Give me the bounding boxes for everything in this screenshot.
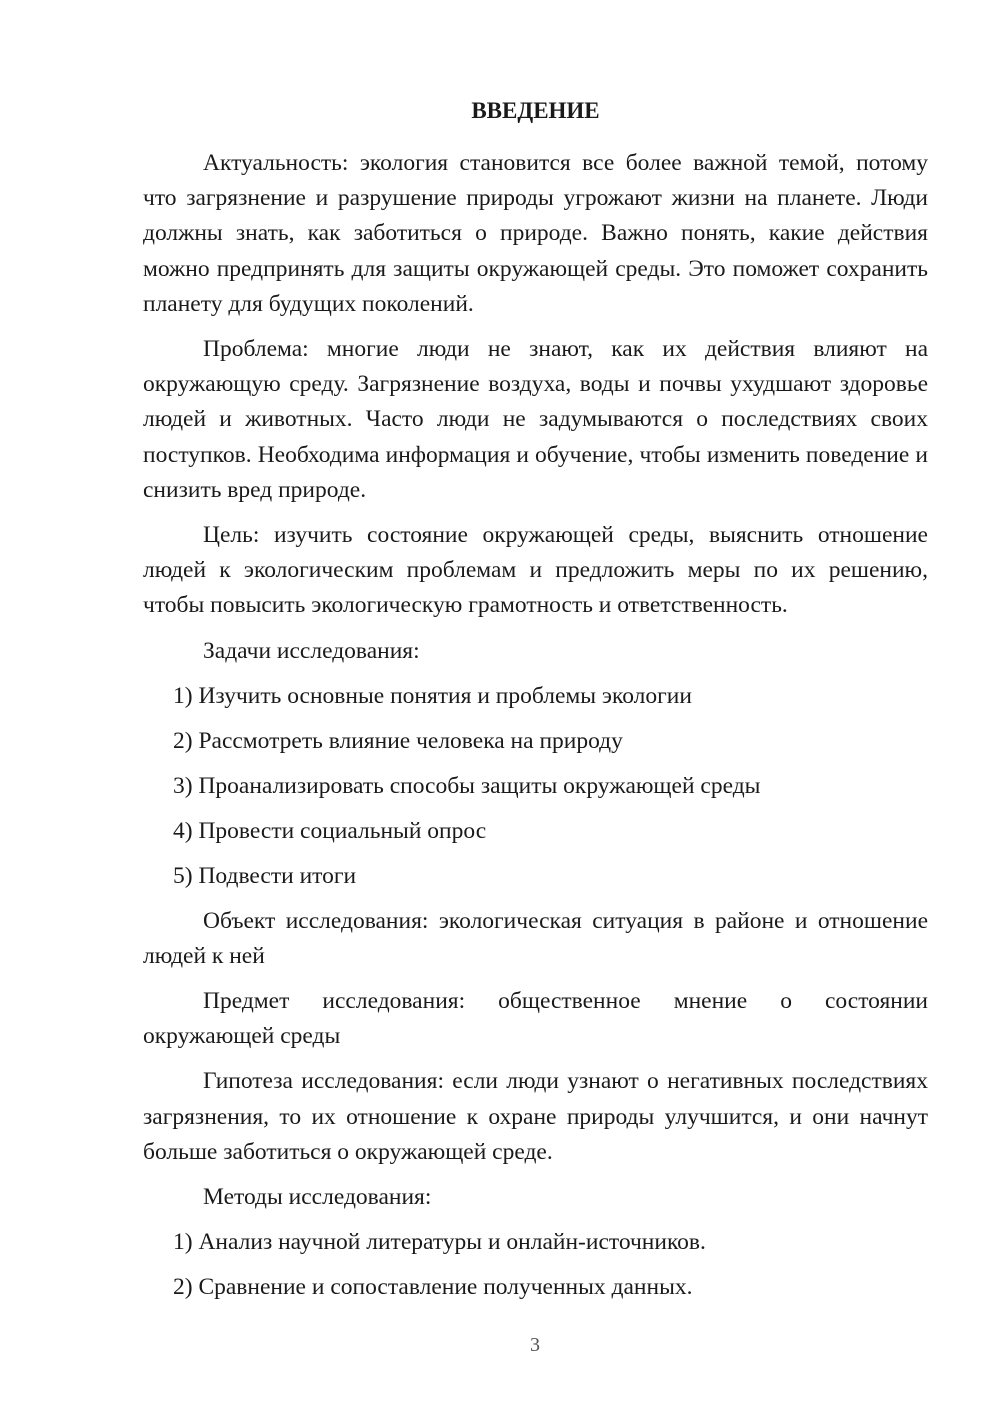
tasks-list [143,679,928,894]
section-title: ВВЕДЕНИЕ [471,98,600,123]
document-page [143,96,928,1315]
list-item: 2) Сравнение и сопоставление полученных данных. [173,1274,693,1301]
hypothesis-paragraph: Гипотеза исследования: если люди узнают о негативных последствиях загрязнения, то их отношение к охране природы улучшится, и они начнут больше заботиться о окружающей среде. [143,1068,928,1165]
relevance-paragraph: Актуальность: экология становится все более важной темой, потому что загрязнение и разрушение природы угрожают жизни на планете. Люди должны знать, как заботиться о природе. Важно понять, какие действия можно предпринять для защиты окружающей среды. Это поможет сохранить планету для будущих поколений. [143,150,928,317]
problem-paragraph: Проблема: многие люди не знают, как их действия влияют на окружающую среду. Загрязнение воздуха, воды и почвы ухудшают здоровье людей и животных. Часто люди не задумываются о последствиях своих поступков. Необходима информация и обучение, чтобы изменить поведение и снизить вред природе. [143,336,928,503]
list-item: 3) Проанализировать способы защиты окружающей среды [173,772,761,799]
list-item: 1) Изучить основные понятия и проблемы экологии [173,682,692,709]
goal-paragraph: Цель: изучить состояние окружающей среды, выяснить отношение людей к экологическим проблемам и предложить меры по их решению, чтобы повысить экологическую грамотность и ответственность. [143,522,928,619]
methods-list [143,1225,928,1305]
subject-paragraph: Предмет исследования: общественное мнение о состоянии окружающей среды [143,988,928,1050]
page-number: 3 [530,1334,540,1356]
list-item: 5) Подвести итоги [173,862,357,889]
methods-heading: Методы исследования: [203,1184,432,1211]
tasks-heading: Задачи исследования: [203,637,420,664]
object-paragraph: Объект исследования: экологическая ситуация в районе и отношение людей к ней [143,907,928,969]
list-item: 2) Рассмотреть влияние человека на природу [173,727,623,754]
list-item: 1) Анализ научной литературы и онлайн-источников. [173,1229,706,1256]
list-item: 4) Провести социальный опрос [173,817,487,844]
